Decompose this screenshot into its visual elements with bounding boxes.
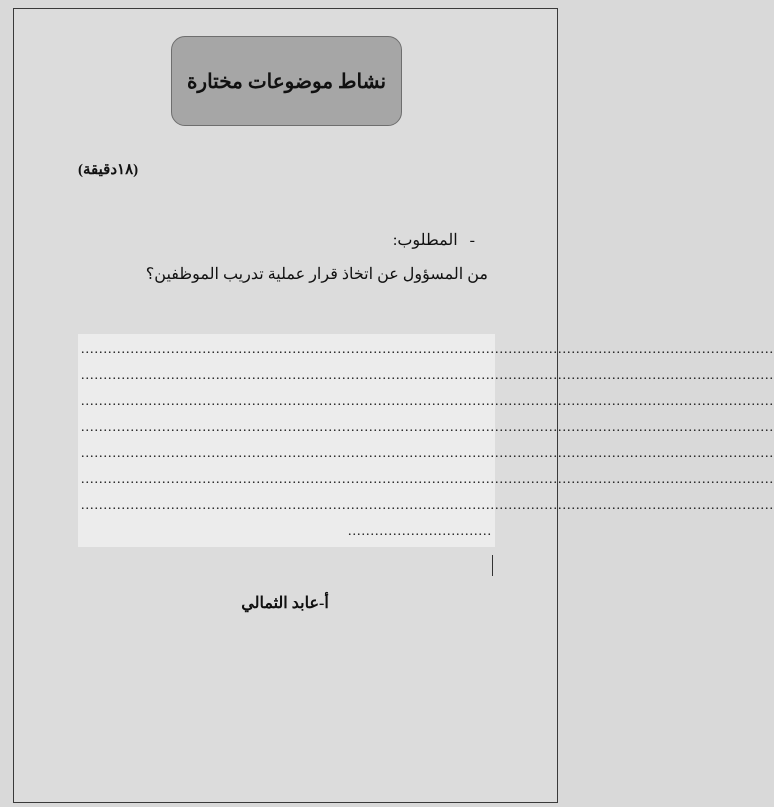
answer-line[interactable]: ..........................................................................................................................................................	[81, 472, 774, 487]
list-dash: -	[469, 232, 475, 249]
answer-line[interactable]: ..........................................................................................................................................................	[81, 446, 774, 461]
page-title: نشاط موضوعات مختارة	[186, 70, 387, 93]
answer-line[interactable]: ..........................................................................................................................................................	[81, 394, 774, 409]
required-row	[393, 230, 475, 250]
duration-label: (١٨دقيقة)	[78, 162, 139, 178]
question-text: من المسؤول عن اتخاذ قرار عملية تدريب الموظفين؟	[145, 266, 488, 283]
answer-line-short[interactable]: ................................	[348, 524, 492, 539]
answer-line[interactable]: ..........................................................................................................................................................	[81, 368, 774, 383]
required-label: المطلوب:	[392, 232, 458, 249]
title-box	[171, 36, 402, 126]
answer-line[interactable]: ..........................................................................................................................................................	[81, 498, 774, 513]
answer-line[interactable]: ..........................................................................................................................................................	[81, 420, 774, 435]
answer-area[interactable]	[78, 334, 774, 547]
author-name: أ-عابد الثمالي	[241, 595, 329, 612]
text-cursor	[492, 555, 493, 576]
answer-line[interactable]: ..........................................................................................................................................................	[81, 342, 774, 357]
